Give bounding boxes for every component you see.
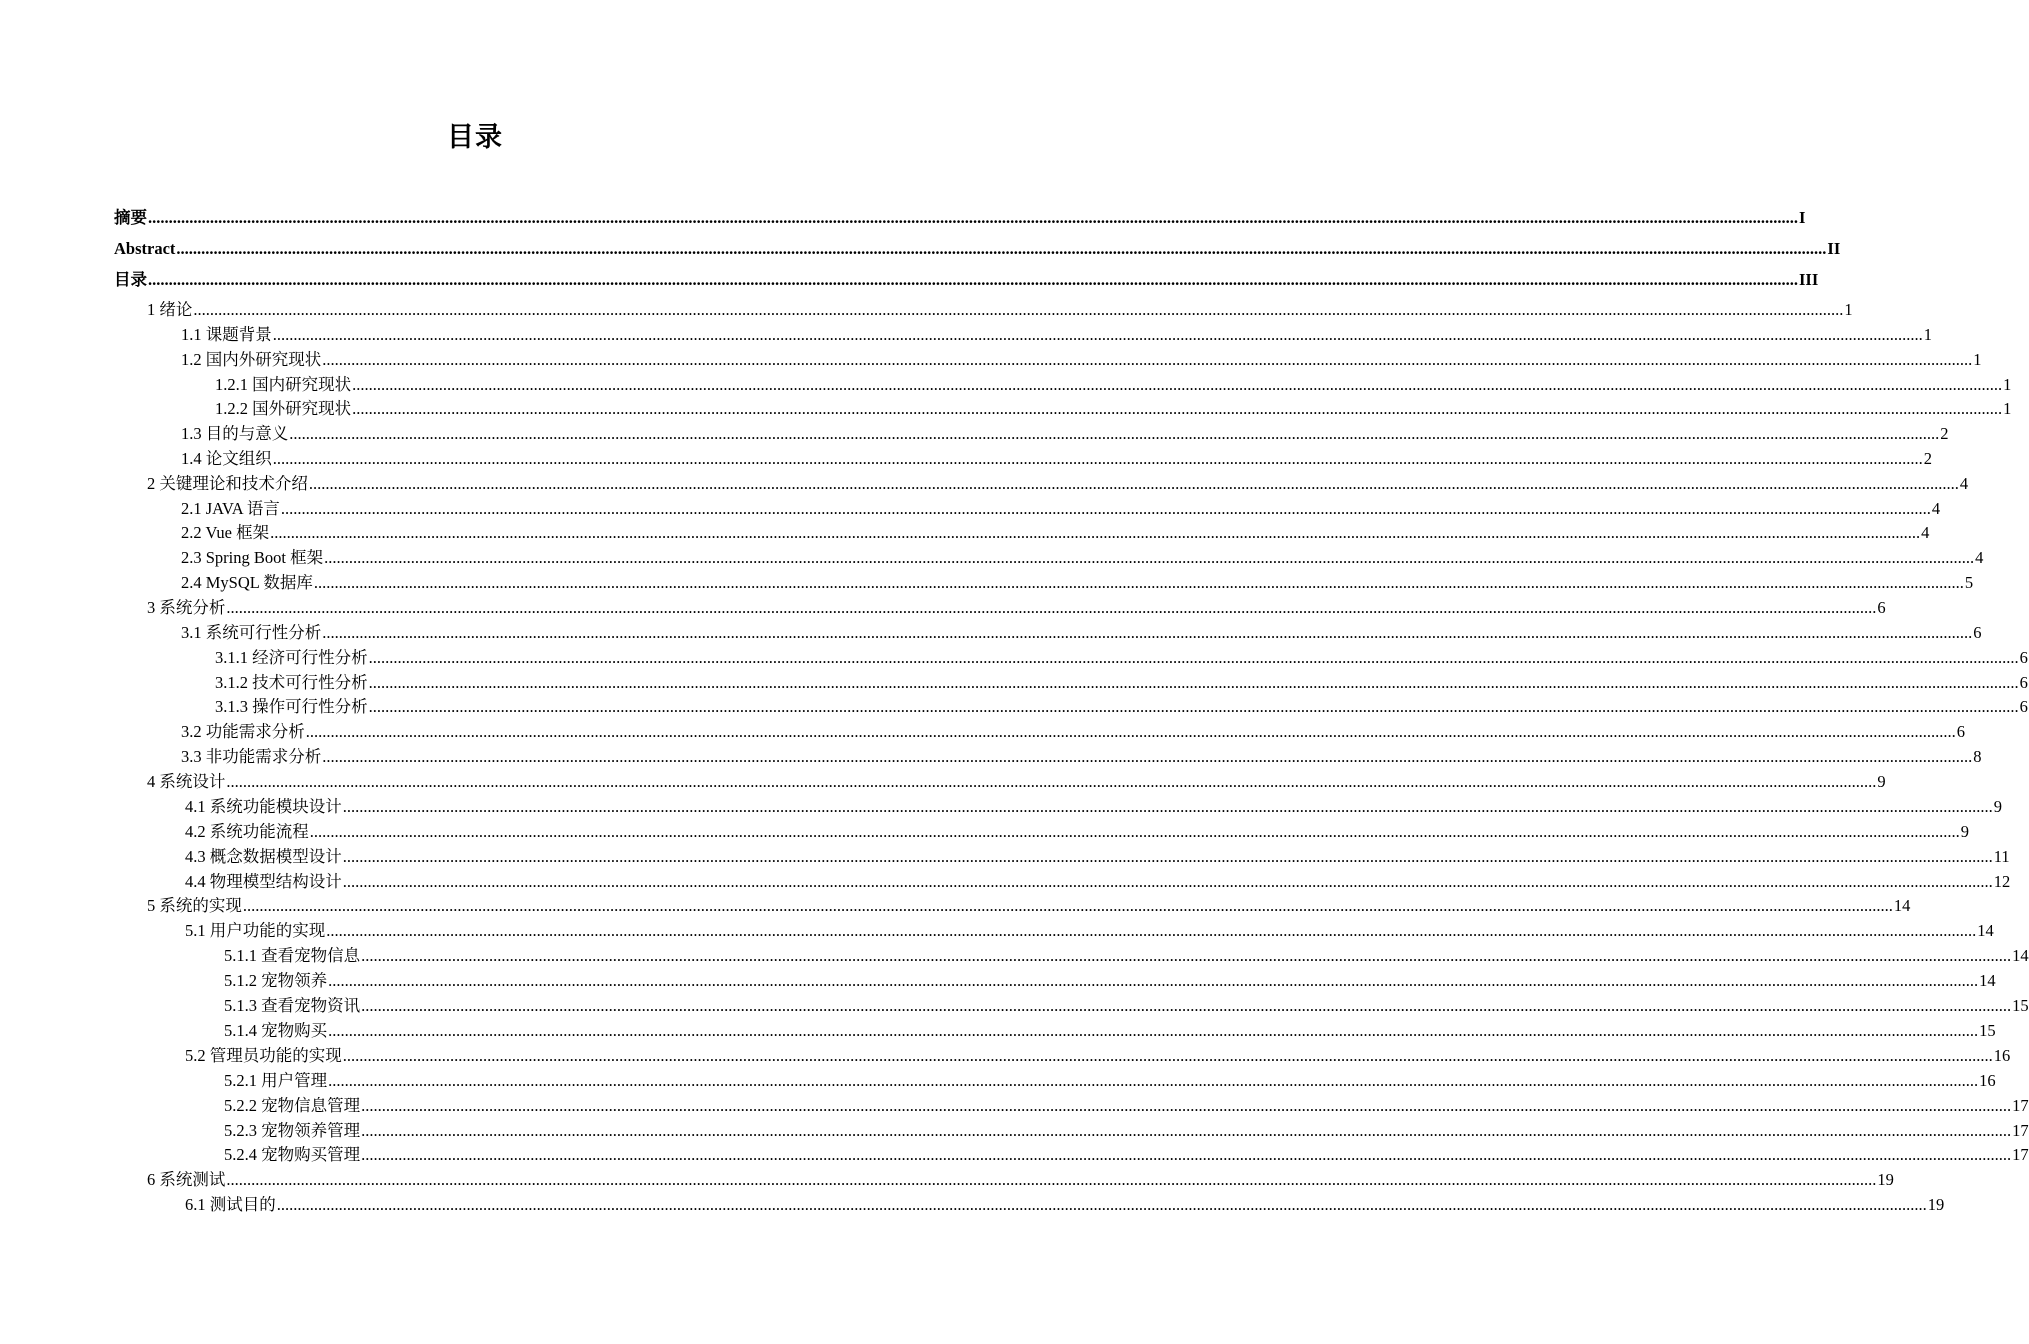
toc-entry-page-number: 14 bbox=[1893, 896, 1911, 915]
toc-entry-page-number: 1 bbox=[2003, 399, 2012, 418]
toc-entry-page-number: 19 bbox=[1927, 1195, 1945, 1214]
toc-entry bbox=[114, 206, 1806, 230]
toc-entry bbox=[215, 397, 2012, 421]
toc-entry-label: 摘要 bbox=[114, 208, 147, 227]
toc-dot-leader: ................................................................................................................................................................................................................................................................................................................................................................................................................ bbox=[361, 1121, 2012, 1140]
toc-dot-leader: ................................................................................................................................................................................................................................................................................................................................................................................................................ bbox=[226, 598, 1877, 617]
toc-dot-leader: ................................................................................................................................................................................................................................................................................................................................................................................................................ bbox=[322, 350, 1973, 369]
toc-entry-page-number: 6 bbox=[1877, 598, 1886, 617]
toc-entry bbox=[185, 1193, 1945, 1217]
toc-dot-leader: ................................................................................................................................................................................................................................................................................................................................................................................................................ bbox=[270, 523, 1921, 542]
toc-dot-leader: ................................................................................................................................................................................................................................................................................................................................................................................................................ bbox=[308, 474, 1959, 493]
toc-dot-leader: ................................................................................................................................................................................................................................................................................................................................................................................................................ bbox=[226, 772, 1877, 791]
toc-entry-label: 2.2 Vue 框架 bbox=[181, 523, 270, 542]
toc-entry-label: 2.4 MySQL 数据库 bbox=[181, 573, 313, 592]
toc-entry-label: 3.1.3 操作可行性分析 bbox=[215, 697, 368, 716]
toc-dot-leader: ................................................................................................................................................................................................................................................................................................................................................................................................................ bbox=[313, 573, 1964, 592]
toc-entry-page-number: 1 bbox=[1923, 325, 1932, 344]
toc-dot-leader: ................................................................................................................................................................................................................................................................................................................................................................................................................ bbox=[176, 239, 1827, 258]
toc-entry-page-number: 17 bbox=[2012, 1145, 2029, 1164]
toc-entry bbox=[185, 1044, 2011, 1068]
toc-dot-leader: ................................................................................................................................................................................................................................................................................................................................................................................................................ bbox=[289, 424, 1940, 443]
toc-entry-label: 1.2.1 国内研究现状 bbox=[215, 375, 352, 394]
toc-dot-leader: ................................................................................................................................................................................................................................................................................................................................................................................................................ bbox=[272, 325, 1923, 344]
toc-entry-page-number: 6 bbox=[1973, 623, 1982, 642]
toc-entry bbox=[181, 497, 1941, 521]
toc-entry-page-number: 9 bbox=[1877, 772, 1886, 791]
toc-dot-leader: ................................................................................................................................................................................................................................................................................................................................................................................................................ bbox=[361, 1145, 2012, 1164]
toc-entry bbox=[224, 944, 2029, 968]
toc-entry bbox=[181, 323, 1932, 347]
toc-entry-page-number: 9 bbox=[1960, 822, 1969, 841]
toc-entry bbox=[114, 268, 1819, 292]
toc-dot-leader: ................................................................................................................................................................................................................................................................................................................................................................................................................ bbox=[342, 1046, 1993, 1065]
toc-entry bbox=[215, 646, 2028, 670]
toc-entry bbox=[181, 348, 1982, 372]
toc-entry-page-number: 9 bbox=[1993, 797, 2002, 816]
toc-entry-page-number: 6 bbox=[2019, 648, 2028, 667]
toc-dot-leader: ................................................................................................................................................................................................................................................................................................................................................................................................................ bbox=[272, 449, 1923, 468]
toc-entry-page-number: 2 bbox=[1940, 424, 1949, 443]
toc-dot-leader: ................................................................................................................................................................................................................................................................................................................................................................................................................ bbox=[361, 996, 2012, 1015]
toc-entry-label: 5.2.2 宠物信息管理 bbox=[224, 1096, 361, 1115]
toc-entry-label: 2.3 Spring Boot 框架 bbox=[181, 548, 324, 567]
toc-entry-label: 5.1.3 查看宠物资讯 bbox=[224, 996, 361, 1015]
toc-entry bbox=[114, 237, 1841, 261]
toc-entry-page-number: 6 bbox=[1956, 722, 1965, 741]
toc-entry-label: 2 关键理论和技术介绍 bbox=[147, 474, 308, 493]
toc-dot-leader: ................................................................................................................................................................................................................................................................................................................................................................................................................ bbox=[280, 499, 1931, 518]
toc-dot-leader: ................................................................................................................................................................................................................................................................................................................................................................................................................ bbox=[328, 1071, 1979, 1090]
toc-entry bbox=[181, 422, 1949, 446]
toc-entry-page-number: 2 bbox=[1923, 449, 1932, 468]
toc-dot-leader: ................................................................................................................................................................................................................................................................................................................................................................................................................ bbox=[226, 1170, 1877, 1189]
page-title: 目录 bbox=[447, 122, 503, 153]
toc-dot-leader: ................................................................................................................................................................................................................................................................................................................................................................................................................ bbox=[342, 872, 1993, 891]
toc-entry-label: 3.1 系统可行性分析 bbox=[181, 623, 322, 642]
toc-entry bbox=[181, 720, 1965, 744]
toc-entry-label: 1.3 目的与意义 bbox=[181, 424, 289, 443]
toc-entry bbox=[185, 820, 1969, 844]
toc-dot-leader: ................................................................................................................................................................................................................................................................................................................................................................................................................ bbox=[352, 399, 2003, 418]
toc-dot-leader: ................................................................................................................................................................................................................................................................................................................................................................................................................ bbox=[324, 548, 1975, 567]
toc-dot-leader: ................................................................................................................................................................................................................................................................................................................................................................................................................ bbox=[361, 1096, 2012, 1115]
toc-entry-page-number: 15 bbox=[1979, 1021, 1996, 1040]
toc-entry-page-number: 12 bbox=[1993, 872, 2011, 891]
toc-entry bbox=[181, 546, 1984, 570]
toc-dot-leader: ................................................................................................................................................................................................................................................................................................................................................................................................................ bbox=[368, 648, 2019, 667]
toc-entry bbox=[224, 994, 2029, 1018]
toc-entry bbox=[147, 894, 1911, 918]
toc-entry-page-number: 14 bbox=[1977, 921, 1994, 940]
toc-entry-label: 2.1 JAVA 语言 bbox=[181, 499, 280, 518]
toc-entry-label: 5.1.4 宠物购买 bbox=[224, 1021, 328, 1040]
toc-entry-label: 3 系统分析 bbox=[147, 598, 226, 617]
toc-dot-leader: ................................................................................................................................................................................................................................................................................................................................................................................................................ bbox=[305, 722, 1956, 741]
toc-entry-label: 6.1 测试目的 bbox=[185, 1195, 276, 1214]
toc-entry-label: 5.2.4 宠物购买管理 bbox=[224, 1145, 361, 1164]
toc-entry-label: 1.2 国内外研究现状 bbox=[181, 350, 322, 369]
toc-entry-label: 3.1.2 技术可行性分析 bbox=[215, 673, 368, 692]
toc-entry-page-number: 1 bbox=[1973, 350, 1982, 369]
toc-entry-page-number: 8 bbox=[1973, 747, 1982, 766]
toc-entry bbox=[224, 1119, 2029, 1143]
toc-dot-leader: ................................................................................................................................................................................................................................................................................................................................................................................................................ bbox=[361, 946, 2012, 965]
toc-entry bbox=[185, 845, 2010, 869]
toc-entry-page-number: 11 bbox=[1993, 847, 2010, 866]
toc-entry-label: 4.4 物理模型结构设计 bbox=[185, 872, 342, 891]
toc-entry-label: 1.4 论文组织 bbox=[181, 449, 272, 468]
toc-entry-page-number: 16 bbox=[1993, 1046, 2011, 1065]
toc-entry-label: 4.1 系统功能模块设计 bbox=[185, 797, 342, 816]
toc-dot-leader: ................................................................................................................................................................................................................................................................................................................................................................................................................ bbox=[148, 208, 1798, 227]
toc-dot-leader: ................................................................................................................................................................................................................................................................................................................................................................................................................ bbox=[328, 971, 1979, 990]
toc-entry-label: 5.2 管理员功能的实现 bbox=[185, 1046, 342, 1065]
toc-entry-page-number: 4 bbox=[1931, 499, 1941, 518]
toc-entry bbox=[224, 1094, 2029, 1118]
toc-entry-label: 5.1.1 查看宠物信息 bbox=[224, 946, 361, 965]
toc-entry bbox=[181, 447, 1932, 471]
toc-entry-label: 4.2 系统功能流程 bbox=[185, 822, 309, 841]
toc-entry-page-number: 16 bbox=[1979, 1071, 1996, 1090]
toc-entry-page-number: 4 bbox=[1975, 548, 1984, 567]
toc-entry bbox=[181, 745, 1982, 769]
toc-entry bbox=[147, 770, 1886, 794]
toc-entry bbox=[224, 969, 1996, 993]
toc-entry-page-number: 1 bbox=[2003, 375, 2012, 394]
toc-dot-leader: ................................................................................................................................................................................................................................................................................................................................................................................................................ bbox=[342, 797, 1993, 816]
toc-entry bbox=[147, 298, 1853, 322]
toc-entry-label: 4.3 概念数据模型设计 bbox=[185, 847, 342, 866]
toc-dot-leader: ................................................................................................................................................................................................................................................................................................................................................................................................................ bbox=[342, 847, 1993, 866]
toc-entry-label: 5.1 用户功能的实现 bbox=[185, 921, 326, 940]
toc-entry-label: Abstract bbox=[114, 239, 176, 258]
toc-entry bbox=[224, 1143, 2029, 1167]
toc-entry bbox=[185, 919, 1994, 943]
toc-entry bbox=[181, 571, 1974, 595]
toc-entry-page-number: 4 bbox=[1921, 523, 1930, 542]
toc-dot-leader: ................................................................................................................................................................................................................................................................................................................................................................................................................ bbox=[322, 747, 1973, 766]
toc-entry bbox=[215, 671, 2028, 695]
toc-dot-leader: ................................................................................................................................................................................................................................................................................................................................................................................................................ bbox=[328, 1021, 1979, 1040]
toc-entry-page-number: 14 bbox=[2012, 946, 2029, 965]
toc-entry-page-number: 15 bbox=[2012, 996, 2029, 1015]
toc-entry bbox=[224, 1019, 1996, 1043]
toc-entry-label: 3.3 非功能需求分析 bbox=[181, 747, 322, 766]
toc-entry-page-number: 14 bbox=[1979, 971, 1996, 990]
toc-entry-page-number: I bbox=[1799, 208, 1806, 227]
toc-entry-label: 3.2 功能需求分析 bbox=[181, 722, 305, 741]
toc-entry-label: 目录 bbox=[114, 270, 147, 289]
toc-entry bbox=[147, 472, 1969, 496]
toc-entry bbox=[215, 373, 2012, 397]
toc-entry-page-number: 5 bbox=[1964, 573, 1974, 592]
toc-entry-label: 5.2.3 宠物领养管理 bbox=[224, 1121, 361, 1140]
toc-entry bbox=[147, 1168, 1894, 1192]
toc-entry-page-number: II bbox=[1827, 239, 1841, 258]
toc-entry-page-number: 6 bbox=[2019, 673, 2028, 692]
toc-entry-page-number: 1 bbox=[1844, 300, 1853, 319]
toc-entry-page-number: 6 bbox=[2019, 697, 2028, 716]
toc-dot-leader: ................................................................................................................................................................................................................................................................................................................................................................................................................ bbox=[242, 896, 1893, 915]
toc-entry-page-number: 19 bbox=[1877, 1170, 1894, 1189]
toc-entry-label: 4 系统设计 bbox=[147, 772, 226, 791]
toc-dot-leader: ................................................................................................................................................................................................................................................................................................................................................................................................................ bbox=[352, 375, 2003, 394]
toc-entry-label: 5 系统的实现 bbox=[147, 896, 242, 915]
toc-entry-page-number: 4 bbox=[1959, 474, 1969, 493]
toc-dot-leader: ................................................................................................................................................................................................................................................................................................................................................................................................................ bbox=[309, 822, 1960, 841]
toc-dot-leader: ................................................................................................................................................................................................................................................................................................................................................................................................................ bbox=[322, 623, 1973, 642]
toc-entry-label: 6 系统测试 bbox=[147, 1170, 226, 1189]
toc-entry bbox=[224, 1069, 1996, 1093]
toc-entry-label: 5.2.1 用户管理 bbox=[224, 1071, 328, 1090]
toc-entry bbox=[215, 695, 2028, 719]
toc-entry bbox=[185, 795, 2002, 819]
toc-entry-label: 1.1 课题背景 bbox=[181, 325, 272, 344]
toc-entry-page-number: III bbox=[1799, 270, 1819, 289]
toc-entry bbox=[185, 870, 2011, 894]
toc-dot-leader: ................................................................................................................................................................................................................................................................................................................................................................................................................ bbox=[368, 673, 2019, 692]
toc-entry-label: 3.1.1 经济可行性分析 bbox=[215, 648, 368, 667]
toc-dot-leader: ................................................................................................................................................................................................................................................................................................................................................................................................................ bbox=[326, 921, 1977, 940]
toc-entry bbox=[181, 621, 1982, 645]
toc-entry bbox=[181, 521, 1930, 545]
toc-entry-page-number: 17 bbox=[2012, 1096, 2029, 1115]
toc-dot-leader: ................................................................................................................................................................................................................................................................................................................................................................................................................ bbox=[276, 1195, 1927, 1214]
toc-entry-label: 1 绪论 bbox=[147, 300, 193, 319]
toc-entry-label: 1.2.2 国外研究现状 bbox=[215, 399, 352, 418]
toc-dot-leader: ................................................................................................................................................................................................................................................................................................................................................................................................................ bbox=[368, 697, 2019, 716]
toc-dot-leader: ................................................................................................................................................................................................................................................................................................................................................................................................................ bbox=[193, 300, 1844, 319]
toc-dot-leader: ................................................................................................................................................................................................................................................................................................................................................................................................................ bbox=[148, 270, 1798, 289]
toc-entry-page-number: 17 bbox=[2012, 1121, 2029, 1140]
toc-entry bbox=[147, 596, 1886, 620]
toc-entry-label: 5.1.2 宠物领养 bbox=[224, 971, 328, 990]
